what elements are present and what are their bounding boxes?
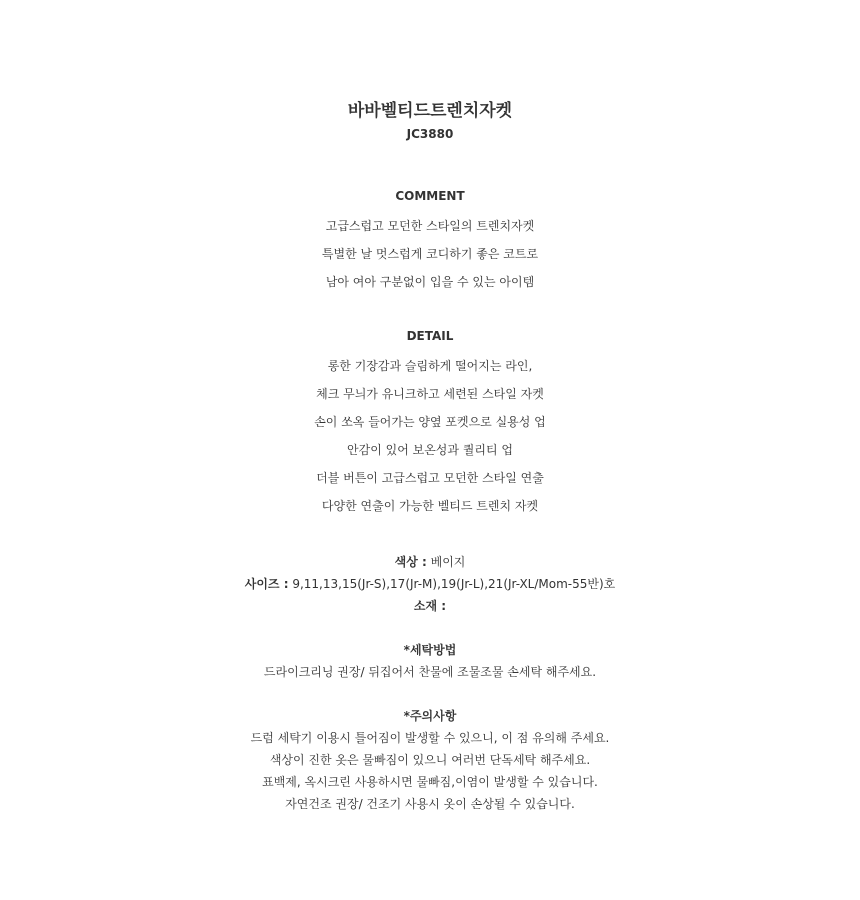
- washing-line: 드라이크리닝 권장/ 뒤집어서 찬물에 조물조물 손세탁 해주세요.: [263, 665, 597, 679]
- detail-line: 다양한 연출이 가능한 벨티드 트렌치 자켓: [321, 499, 539, 513]
- caution-line: 자연건조 권장/ 건조기 사용시 옷이 손상될 수 있습니다.: [285, 797, 575, 811]
- caution-line: 드럼 세탁기 이용시 틀어짐이 발생할 수 있으니, 이 점 유의해 주세요.: [250, 731, 610, 745]
- color-value: 베이지: [426, 555, 466, 569]
- product-title: 바바벨티드트렌치자켓: [347, 101, 513, 121]
- caution-line: 색상이 진한 옷은 물빠짐이 있으니 여러번 단독세탁 해주세요.: [269, 753, 591, 767]
- comment-line: 고급스럽고 모던한 스타일의 트렌치자켓: [325, 219, 535, 233]
- material-label: 소재 :: [413, 599, 447, 613]
- color-label: 색상 :: [394, 555, 427, 569]
- detail-line: 더블 버튼이 고급스럽고 모던한 스타일 연출: [316, 471, 544, 485]
- comment-line: 남아 여아 구분없이 입을 수 있는 아이템: [325, 275, 535, 289]
- material-spec: [0, 597, 860, 614]
- size-label: 사이즈 :: [244, 577, 289, 591]
- comment-line: 특별한 날 멋스럽게 코디하기 좋은 코트로: [321, 247, 539, 261]
- detail-line: 손이 쏘옥 들어가는 양옆 포켓으로 실용성 업: [314, 415, 546, 429]
- detail-line: 롱한 기장감과 슬림하게 떨어지는 라인,: [327, 359, 533, 373]
- detail-line: 안감이 있어 보온성과 퀄리티 업: [347, 443, 513, 457]
- color-spec: [0, 553, 860, 570]
- caution-line: 표백제, 옥시크린 사용하시면 물빠짐,이염이 발생할 수 있습니다.: [262, 775, 598, 789]
- detail-line: 체크 무늬가 유니크하고 세련된 스타일 자켓: [316, 387, 544, 401]
- size-spec: [0, 575, 860, 592]
- product-code: JC3880: [406, 127, 454, 141]
- caution-heading: *주의사항: [403, 709, 457, 723]
- detail-heading: DETAIL: [406, 329, 454, 343]
- washing-heading: *세탁방법: [403, 643, 457, 657]
- comment-heading: COMMENT: [395, 189, 465, 203]
- size-value: 9,11,13,15(Jr-S),17(Jr-M),19(Jr-L),21(Jr-XL/Mom-55반)호: [288, 577, 616, 591]
